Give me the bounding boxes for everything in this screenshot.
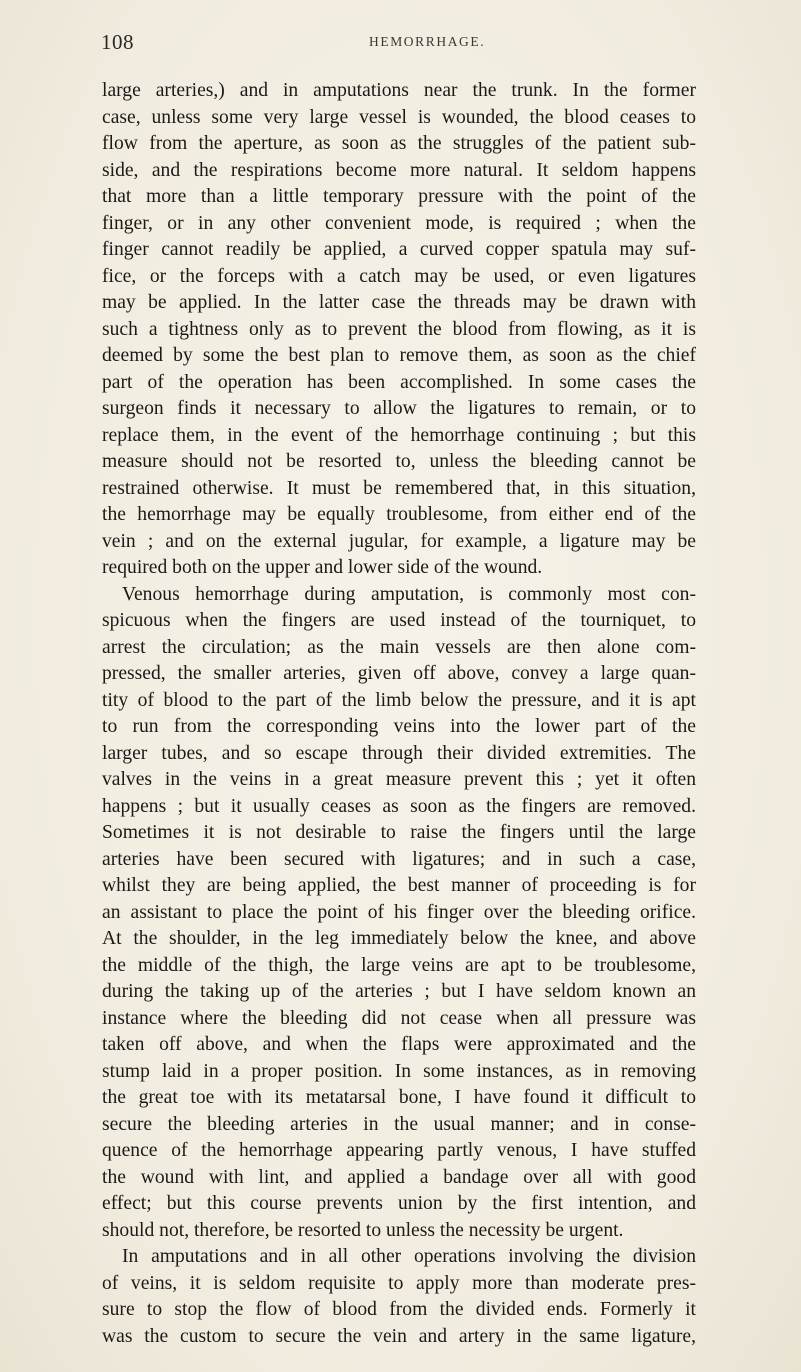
text-line: At the shoulder, in the leg immediately below the knee, and above	[102, 928, 696, 949]
text-line: may be applied. In the latter case the threads may be drawn with	[102, 292, 696, 313]
page-number: 108	[101, 30, 134, 54]
text-line: the wound with lint, and applied a bandage over all with good	[102, 1166, 696, 1188]
text-line: restrained otherwise. It must be remembered that, in this situation,	[102, 477, 696, 499]
text-line: whilst they are being applied, the best manner of proceeding is for	[102, 875, 696, 896]
text-line: part of the operation has been accomplished. In some cases the	[102, 371, 696, 393]
text-line: vein ; and on the external jugular, for example, a ligature may be	[102, 530, 696, 552]
text-line: was the custom to secure the vein and artery in the same ligature,	[102, 1325, 696, 1347]
text-line: replace them, in the event of the hemorrhage continuing ; but this	[102, 424, 696, 446]
text-line: side, and the respirations become more natural. It seldom happens	[102, 159, 696, 181]
paragraph-end-line: should not, therefore, be resorted to unless the necessity be urgent.	[102, 1219, 624, 1241]
text-line: such a tightness only as to prevent the blood from flowing, as it is	[102, 318, 696, 340]
text-line: of veins, it is seldom requisite to apply more than moderate pres-	[102, 1272, 696, 1294]
text-line: large arteries,) and in amputations near the trunk. In the former	[102, 80, 696, 101]
text-line: measure should not be resorted to, unless the bleeding cannot be	[102, 451, 696, 472]
text-line: case, unless some very large vessel is wounded, the blood ceases to	[102, 106, 696, 128]
text-line: finger, or in any other convenient mode, is required ; when the	[102, 212, 696, 234]
text-line: quence of the hemorrhage appearing partly venous, I have stuffed	[102, 1140, 696, 1161]
paragraph-start-line: Venous hemorrhage during amputation, is commonly most con-	[122, 583, 696, 605]
paragraph-start-line: In amputations and in all other operations involving the division	[122, 1246, 696, 1267]
text-line: effect; but this course prevents union by the first intention, and	[102, 1193, 696, 1214]
page-header	[101, 30, 701, 54]
text-line: during the taking up of the arteries ; but I have seldom known an	[102, 981, 696, 1002]
text-line: finger cannot readily be applied, a curved copper spatula may suf-	[102, 239, 696, 260]
text-line: stump laid in a proper position. In some instances, as in removing	[102, 1060, 696, 1082]
text-line: arrest the circulation; as the main vessels are then alone com-	[102, 636, 696, 658]
text-line: Sometimes it is not desirable to raise the fingers until the large	[102, 822, 696, 843]
text-line: taken off above, and when the flaps were approximated and the	[102, 1034, 696, 1055]
text-line: larger tubes, and so escape through their divided extremities. The	[102, 742, 696, 764]
text-line: spicuous when the fingers are used instead of the tourniquet, to	[102, 610, 696, 631]
text-line: secure the bleeding arteries in the usual manner; and in conse-	[102, 1113, 696, 1135]
text-line: instance where the bleeding did not cease when all pressure was	[102, 1007, 696, 1029]
text-line: pressed, the smaller arteries, given off above, convey a large quan-	[102, 663, 696, 684]
text-line: the middle of the thigh, the large veins are apt to be troublesome,	[102, 954, 696, 976]
text-line: deemed by some the best plan to remove them, as soon as the chief	[102, 345, 696, 366]
text-line: valves in the veins in a great measure prevent this ; yet it often	[102, 769, 696, 790]
text-line: the great toe with its metatarsal bone, I have found it difficult to	[102, 1087, 696, 1108]
running-head: HEMORRHAGE.	[369, 34, 486, 49]
text-line: arteries have been secured with ligatures; and in such a case,	[102, 848, 696, 870]
text-line: tity of blood to the part of the limb below the pressure, and it is apt	[102, 689, 696, 711]
text-line: to run from the corresponding veins into the lower part of the	[102, 716, 696, 737]
text-line: happens ; but it usually ceases as soon as the fingers are removed.	[102, 795, 696, 817]
text-line: the hemorrhage may be equally troublesome, from either end of the	[102, 504, 696, 525]
text-line: flow from the aperture, as soon as the struggles of the patient sub-	[102, 133, 696, 154]
text-line: that more than a little temporary pressure with the point of the	[102, 186, 696, 207]
text-line: sure to stop the flow of blood from the divided ends. Formerly it	[102, 1299, 696, 1320]
text-line: fice, or the forceps with a catch may be used, or even ligatures	[102, 265, 696, 287]
text-line: an assistant to place the point of his finger over the bleeding orifice.	[102, 901, 696, 923]
body-text	[102, 78, 696, 1350]
paragraph-end-line: required both on the upper and lower side of the wound.	[102, 557, 543, 578]
text-line: surgeon finds it necessary to allow the ligatures to remain, or to	[102, 398, 696, 419]
